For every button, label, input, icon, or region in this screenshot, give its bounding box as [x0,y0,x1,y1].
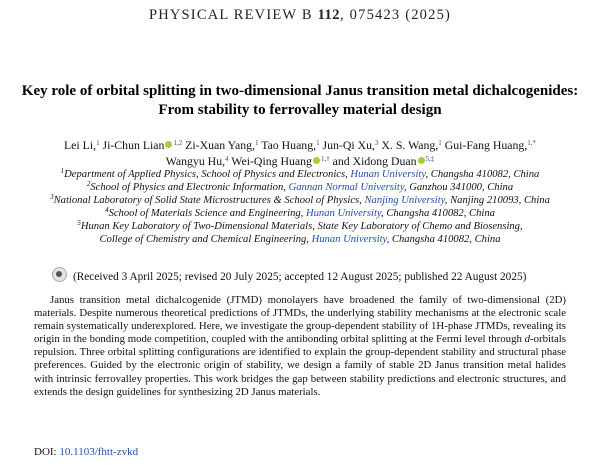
affiliation-link[interactable]: Nanjing University [364,195,445,206]
title-line-1: Key role of orbital splitting in two-dimensional Janus transition metal dichalcogenides: [21,83,579,99]
affiliation-number: 3 [50,193,54,201]
abstract-paragraph [34,294,566,399]
author-affiliation-mark[interactable]: 1 [96,139,100,147]
affiliation-text: Hunan Key Laboratory of Two-Dimensional Materials, State Key Laboratory of Chemo and Biosensing, [80,221,523,232]
affiliation [10,207,590,220]
article-title [0,82,600,120]
author-name: Wei-Qing Huang [228,154,312,168]
author-affiliation-mark[interactable]: 1 [254,139,259,147]
affiliation-text: , Nanjing 210093, China [444,195,550,206]
title-line-2: From stability to ferrovalley material design [158,102,442,118]
affiliation-text: School of Materials Science and Engineering, [108,208,306,219]
affiliation [10,168,590,181]
abstract-text: -orbitals repulsion. Three orbital splitting configurations are identified to explain the group-dependent stability and structural phase preferences. Guided by the electronic origin of stability, we design a family of stable 2D Janus transition metal halides with intrinsic ferrovalley properties. This work bridges the gap between stability predictions and electronic structures, and extends the design guidelines for synthesizing 2D Janus materials. [34,333,566,398]
affiliation-continued [10,233,590,246]
journal-volume: 112 [317,7,341,23]
affiliation-text: , Ganzhou 341000, China [403,182,514,193]
doi-link[interactable]: 10.1103/fhtt-zvkd [59,446,139,458]
publication-dates [52,267,572,285]
affiliation-text: National Laboratory of Solid State Microstructures & School of Physics, [53,195,365,206]
author-name: X. S. Wang, [378,138,439,152]
abstract-italic: d [524,333,531,346]
affiliation-link[interactable]: Hunan University [350,169,426,180]
author-affiliation-mark[interactable]: 1 [438,139,442,147]
author-name: Ji-Chun Lian [99,138,165,152]
author-affiliation-mark[interactable]: 3 [374,139,379,147]
affiliation-text: , Changsha 410082, China [425,169,540,180]
affiliation-text: School of Physics and Electronic Information, [90,182,289,193]
affiliation-number: 4 [105,206,109,214]
journal-header [0,7,600,24]
affiliation-link[interactable]: Hunan University [311,234,387,245]
author-name: Lei Li, [63,138,97,152]
affiliation [10,181,590,194]
orcid-icon[interactable] [418,157,425,164]
abstract-text: Janus transition metal dichalcogenide (JTMD) monolayers have broadened the family of two-dimensional (2D) materials. Despite numerous theoretical predictions of JTMDs, the underlying stability mechanisms at the electronic scale remain systematically underexplored. Here, we investigate the group-dependent stability of 1H-phase JTMDs, revealing its origin in the bonding mode competition, coupled with the antibonding orbital splitting at the Fermi level through [34,294,566,346]
affiliation-number: 1 [60,167,65,175]
journal-name: PHYSICAL REVIEW B [148,7,313,23]
author-affiliation-mark[interactable]: 4 [225,155,229,163]
author-affiliation-mark[interactable]: 1,† [320,155,330,163]
affiliation [10,220,590,233]
affiliation-text: , Changsha 410082, China [381,208,495,219]
affiliation-link[interactable]: Gannan Normal University [288,182,404,193]
author-affiliation-mark[interactable]: 1,* [527,139,537,147]
author-affiliation-mark[interactable]: 1 [316,139,320,147]
abstract [34,294,566,399]
author-name: Jun-Qi Xu, [319,138,375,152]
orcid-icon[interactable] [313,157,320,164]
affiliation-text: Department of Applied Physics, School of Physics and Electronics, [64,169,351,180]
affiliation-text: College of Chemistry and Chemical Engineering, [99,234,312,245]
check-for-updates-icon[interactable] [52,267,67,282]
doi-line [34,446,138,458]
author-affiliation-mark[interactable]: 5,‡ [425,155,435,163]
author-name: Zi-Xuan Yang, [182,138,255,152]
author-affiliation-mark[interactable]: 1,2 [173,139,183,147]
affiliation-text: , Changsha 410082, China [386,234,501,245]
author-name: Gui-Fang Huang, [441,138,528,152]
article-info: , 075423 (2025) [340,7,452,23]
author-name: Tao Huang, [258,138,317,152]
affiliation-list [10,168,590,246]
author-name: Wangyu Hu, [165,154,226,168]
doi-label: DOI: [34,446,60,458]
affiliation-number: 2 [86,180,91,188]
author-list [10,137,590,169]
dates-text: (Received 3 April 2025; revised 20 July 2025; accepted 12 August 2025; published 22 August 2025) [73,271,527,283]
orcid-icon[interactable] [165,141,172,148]
author-name: and Xidong Duan [329,154,417,168]
affiliation [10,194,590,207]
affiliation-number: 5 [77,219,81,227]
affiliation-link[interactable]: Hunan University [305,208,382,219]
